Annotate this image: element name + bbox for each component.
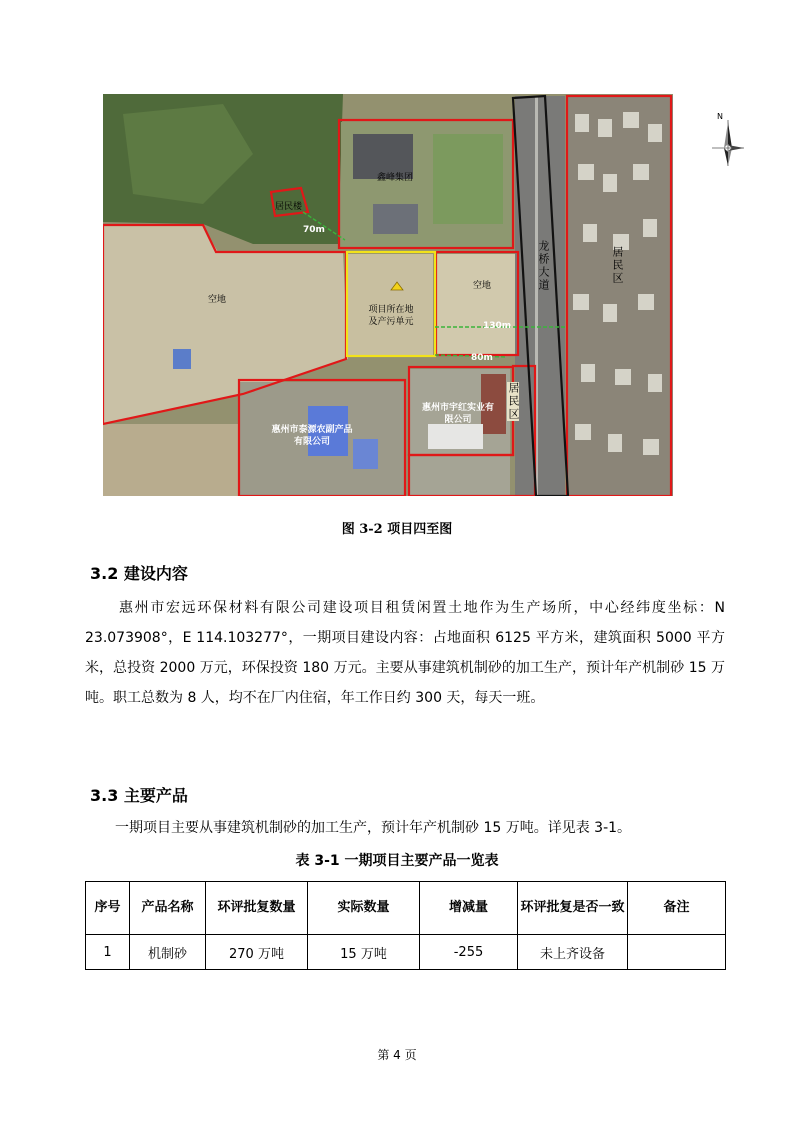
map-label-dist-130: 130m <box>483 321 512 331</box>
table-cell: -255 <box>420 935 518 970</box>
section-paragraph-3-2: 惠州市宏远环保材料有限公司建设项目租赁闲置土地作为生产场所，中心经纬度坐标：N 23.073908°，E 114.103277°，一期项目建设内容：占地面积 6125 平方米，建筑面积 5000 平方米，总投资 2000 万元，环保投资 180 万元。主要从事建筑机制砂的加工生产，预计年产机制砂 15 万吨。职工总数为 8 人，均不在厂内住宿，年工作日约 300 天，每天一班。 <box>85 600 725 706</box>
table-row <box>86 935 726 970</box>
section-heading-3-3: 3.3 主要产品 <box>90 786 188 805</box>
map-label-yuhong-line2: 限公司 <box>444 415 472 425</box>
table-header-cell: 实际数量 <box>308 882 420 935</box>
section-paragraph-3-3: 一期项目主要从事建筑机制砂的加工生产，预计年产机制砂 15 万吨。详见表 3-1。 <box>115 820 632 836</box>
table-cell: 15 万吨 <box>308 935 420 970</box>
figure-caption: 图 3-2 项目四至图 <box>341 522 453 537</box>
table-header-cell: 序号 <box>86 882 130 935</box>
map-label-taiyuan <box>257 424 367 448</box>
table-header-cell: 增减量 <box>420 882 518 935</box>
map-label-empty-west: 空地 <box>208 295 227 305</box>
table-header-cell: 备注 <box>628 882 726 935</box>
map-label-project-line1: 项目所在地 <box>368 305 414 315</box>
map-label-xinfeng: 鑫峰集团 <box>377 173 414 183</box>
satellite-map <box>103 94 673 496</box>
map-label-project-line2: 及产污单元 <box>368 317 414 327</box>
section-heading-3-2: 3.2 建设内容 <box>90 564 188 583</box>
table-header-row <box>86 882 726 935</box>
table-cell <box>628 935 726 970</box>
section-body-3-2 <box>85 593 725 713</box>
map-label-yuhong <box>413 402 503 426</box>
product-table <box>85 881 726 970</box>
table-cell: 270 万吨 <box>206 935 308 970</box>
map-label-taiyuan-line2: 有限公司 <box>293 437 330 447</box>
north-arrow-icon <box>708 112 748 167</box>
site-map-image <box>103 94 673 496</box>
map-label-yuhong-line1: 惠州市宇红实业有 <box>421 403 494 413</box>
map-label-dist-80: 80m <box>471 353 493 363</box>
map-label-empty-east: 空地 <box>473 281 492 291</box>
map-label-taiyuan-line1: 惠州市泰源农副产品 <box>271 425 353 435</box>
table-header-cell: 产品名称 <box>130 882 206 935</box>
map-label-road: 龙桥大道 <box>537 240 550 292</box>
map-label-project <box>361 304 421 328</box>
table-header-cell: 环评批复数量 <box>206 882 308 935</box>
north-label: N <box>717 112 723 121</box>
table-cell: 机制砂 <box>130 935 206 970</box>
map-label-residents-nw: 居民楼 <box>275 202 303 212</box>
table-cell: 1 <box>86 935 130 970</box>
table-caption: 表 3-1 一期项目主要产品一览表 <box>295 853 499 869</box>
map-label-residents-se: 居民区 <box>507 382 520 421</box>
page-number: 第 4 页 <box>377 1048 417 1062</box>
table-cell: 未上齐设备 <box>518 935 628 970</box>
table-header-cell: 环评批复是否一致 <box>518 882 628 935</box>
section-body-3-3 <box>85 813 725 843</box>
map-label-residents-east: 居民区 <box>611 246 624 285</box>
map-label-dist-70: 70m <box>303 225 325 235</box>
